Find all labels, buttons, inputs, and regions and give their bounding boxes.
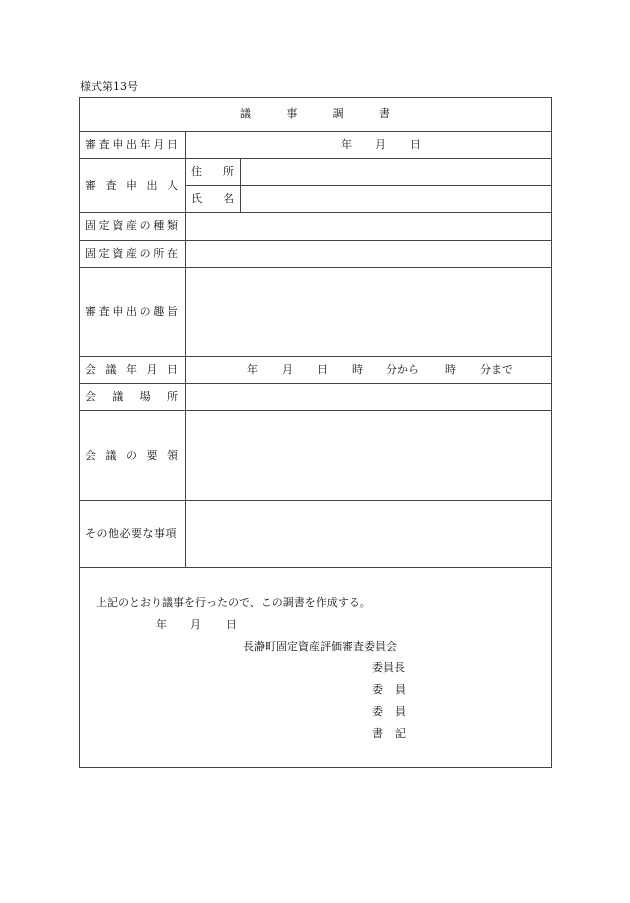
form-number: 様式第13号 — [80, 80, 138, 93]
meeting-summary-field[interactable] — [186, 411, 551, 499]
label-meeting-place: 会 議 場 所 — [85, 390, 178, 403]
label-request-date: 審 査 申 出 年 月 日 — [85, 138, 178, 151]
meeting-date-day: 日 — [317, 363, 328, 376]
footer-statement: 上記のとおり議事を行ったので、この調書を作成する。 — [96, 596, 371, 609]
label-request-purpose: 審 査 申 出 の 趣 旨 — [85, 305, 178, 318]
label-name: 氏 名 — [191, 192, 234, 205]
label-address: 住 所 — [191, 165, 234, 178]
footer-member-2: 委 員 — [372, 705, 406, 718]
meeting-date-hour2: 時 — [445, 363, 456, 376]
request-date-month: 月 — [375, 138, 386, 151]
footer-committee: 長瀞町固定資産評価審査委員会 — [243, 640, 397, 653]
label-requester: 審 査 申 出 人 — [85, 179, 178, 192]
request-purpose-field[interactable] — [186, 268, 551, 355]
footer-date-day: 日 — [226, 618, 237, 631]
meeting-date-until: 分まで — [480, 363, 513, 376]
meeting-date-hour: 時 — [352, 363, 363, 376]
asset-type-field[interactable] — [186, 213, 551, 239]
requester-name-field[interactable] — [241, 186, 551, 211]
request-date-day: 日 — [410, 138, 421, 151]
label-other-matters: その他必要な事項 — [85, 527, 177, 540]
asset-location-field[interactable] — [186, 241, 551, 266]
request-date-field[interactable] — [186, 132, 551, 157]
meeting-date-from: 分から — [386, 363, 419, 376]
requester-address-field[interactable] — [241, 159, 551, 184]
meeting-place-field[interactable] — [186, 384, 551, 409]
label-meeting-summary: 会 議 の 要 領 — [85, 449, 178, 462]
label-asset-type: 固 定 資 産 の 種 類 — [85, 219, 178, 232]
meeting-date-month: 月 — [282, 363, 293, 376]
footer-date-month: 月 — [190, 618, 201, 631]
footer-clerk: 書 記 — [372, 727, 406, 740]
label-meeting-date: 会 議 年 月 日 — [85, 363, 178, 376]
label-asset-location: 固 定 資 産 の 所 在 — [85, 247, 178, 260]
request-date-year: 年 — [341, 138, 352, 151]
footer-date-year: 年 — [156, 618, 167, 631]
footer-chair: 委員長 — [372, 661, 405, 674]
other-matters-field[interactable] — [186, 501, 551, 566]
form-title: 議 事 調 書 — [240, 107, 390, 120]
row-divider-other — [79, 567, 552, 568]
meeting-date-year: 年 — [247, 363, 258, 376]
footer-member-1: 委 員 — [372, 683, 406, 696]
